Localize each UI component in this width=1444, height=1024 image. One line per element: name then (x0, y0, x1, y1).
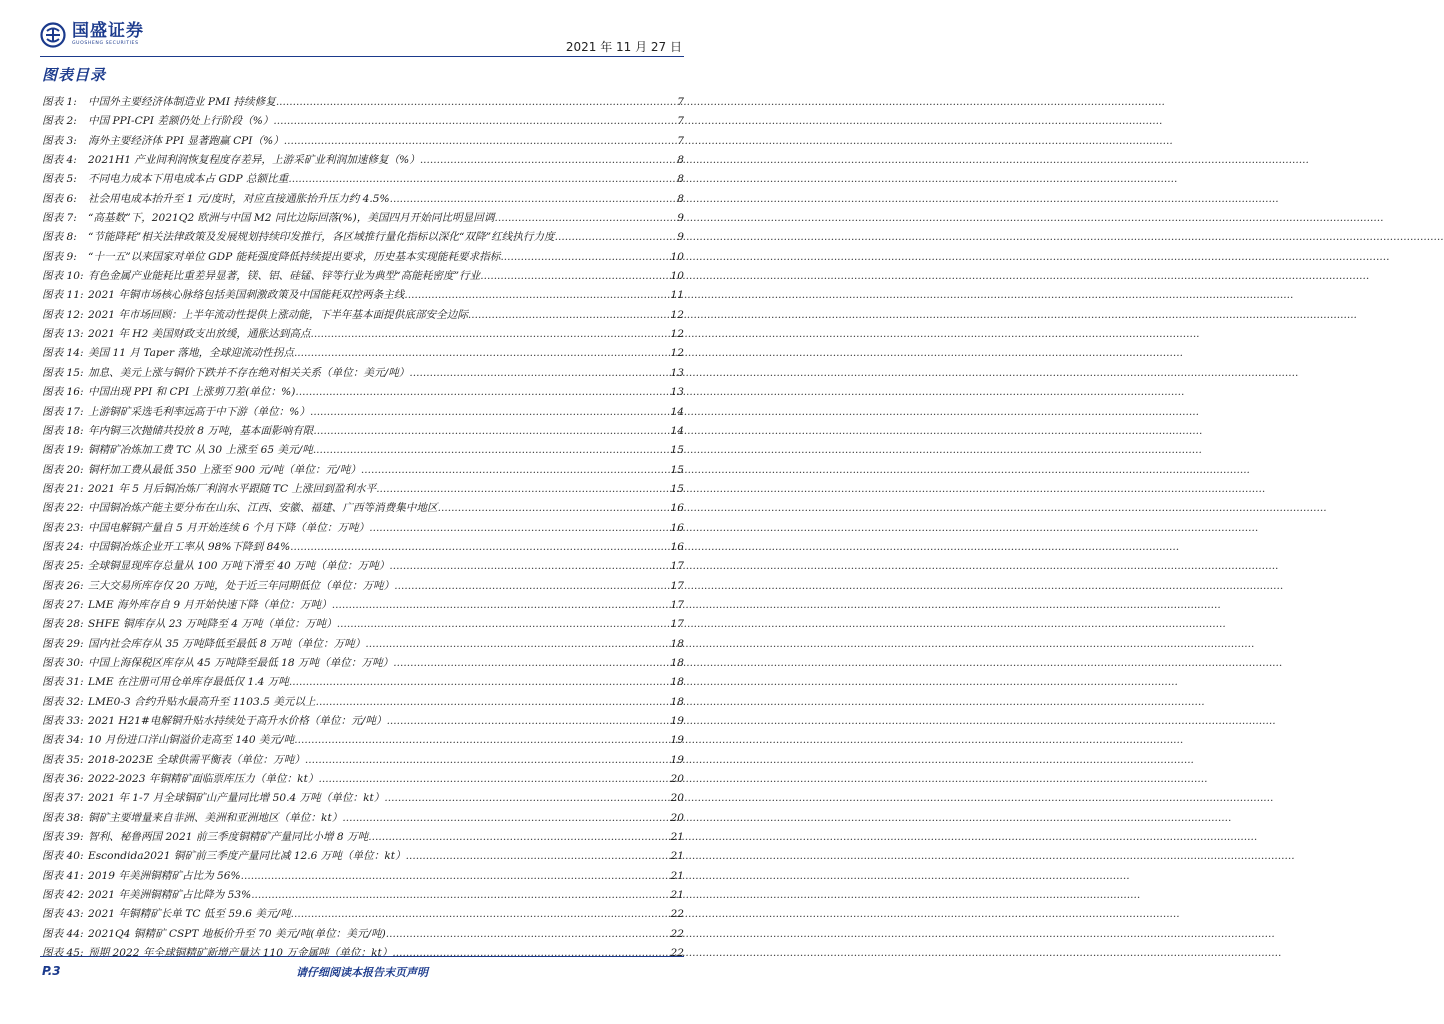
toc-entry-page: 21 (670, 850, 684, 863)
toc-entry-leader (295, 386, 669, 398)
toc-entry[interactable] (42, 442, 684, 461)
toc-entry-leader (241, 870, 670, 882)
toc-entry-title: 铜精矿冶炼加工费 TC 从 30 上涨至 65 美元/吨 (88, 444, 313, 457)
toc-entry-title: 2019 年美洲铜精矿占比为 56% (88, 869, 241, 882)
toc-entry-leader (369, 522, 669, 534)
toc-entry-label: 图表 36: (42, 773, 84, 786)
toc-entry-leader (500, 251, 669, 263)
toc-entry[interactable] (42, 345, 684, 364)
toc-entry[interactable] (42, 171, 684, 190)
toc-entry-label: 图表 7: (42, 212, 77, 225)
toc-entry-leader (376, 483, 669, 495)
report-date: 2021 年 11 月 27 日 (565, 40, 682, 54)
toc-entry-title: “节能降耗”相关法律政策及发展规划持续印发推行，各区域推行量化指标以深化“双降”红线执行力度 (88, 231, 555, 244)
toc-entry[interactable] (42, 481, 684, 500)
toc-entry-title: 2021 H21#电解铜升贴水持续处于高升水价格（单位：元/吨） (88, 715, 387, 727)
toc-entry-title: 2022-2023 年铜精矿面临票库压力（单位：kt） (88, 773, 319, 786)
toc-entry[interactable] (42, 94, 684, 113)
toc-entry-leader (480, 270, 669, 282)
toc-entry-leader (420, 154, 676, 166)
toc-entry[interactable] (42, 500, 684, 519)
toc-entry-page: 11 (670, 289, 684, 302)
toc-entry-leader (290, 541, 669, 553)
toc-entry-page: 20 (670, 811, 684, 824)
toc-entry-label: 图表 11: (42, 289, 84, 302)
toc-entry-title: 中国 PPI-CPI 差额仍处上行阶段（%） (88, 115, 274, 128)
toc-entry-leader (555, 231, 677, 243)
toc-entry-title: 2018-2023E 全球供需平衡表（单位：万吨） (88, 753, 305, 766)
toc-entry-title: Escondida2021 铜矿前三季度产量同比减 12.6 万吨（单位：kt） (88, 850, 406, 863)
toc-entry-leader (361, 464, 670, 476)
logo-name: 国盛证券 (72, 21, 144, 42)
toc-entry-label: 图表 13: (42, 328, 84, 341)
toc-entry-leader (404, 289, 669, 301)
toc-entry[interactable] (42, 404, 684, 423)
toc-entry[interactable] (42, 287, 684, 306)
toc-entry-leader (409, 367, 669, 379)
toc-entry-label: 图表 20: (42, 463, 84, 476)
toc-entry-page: 17 (670, 598, 684, 611)
toc-entry-title: 中国外主要经济体制造业 PMI 持续修复 (88, 96, 276, 108)
toc-entry-label: 图表 33: (42, 715, 84, 727)
toc-entry-label: 图表 5: (42, 173, 77, 186)
toc-entry-title: SHFE 铜库存从 23 万吨降至 4 万吨（单位：万吨） (88, 618, 337, 631)
toc-entry-title: 2021 年 1-7 月全球铜矿山产量同比增 50.4 万吨（单位：kt） (88, 792, 385, 805)
toc-entry-page: 13 (670, 366, 684, 379)
toc-entry[interactable] (42, 307, 684, 326)
toc-entry-page: 9 (677, 231, 684, 244)
toc-entry-title: 国内社会库存从 35 万吨降低至最低 8 万吨（单位：万吨） (88, 637, 366, 650)
toc-entry[interactable] (42, 597, 684, 616)
toc-entry-leader (251, 889, 669, 901)
toc-entry-leader (384, 792, 669, 804)
toc-entry[interactable] (42, 674, 684, 693)
toc-entry-page: 10 (670, 270, 684, 283)
toc-entry-page: 19 (670, 734, 684, 747)
toc-entry-label: 图表 15: (42, 366, 84, 379)
toc-entry-label: 图表 2: (42, 115, 77, 128)
toc-entry[interactable] (42, 578, 684, 597)
toc-entry-page: 7 (677, 134, 684, 147)
toc-entry-leader (406, 850, 670, 862)
toc-entry-label: 图表 26: (42, 579, 84, 592)
toc-entry-label: 图表 22: (42, 502, 84, 515)
toc-entry-label: 图表 35: (42, 753, 84, 766)
toc-entry-leader (294, 734, 669, 746)
toc-entry[interactable] (42, 133, 684, 152)
toc-entry-label: 图表 12: (42, 308, 84, 321)
toc-entry-title: 中国铜冶炼产能主要分布在山东、江西、安徽、福建、广西等消费集中地区 (88, 502, 438, 515)
toc-entry-leader (310, 406, 670, 418)
toc-entry-title: 全球铜显现库存总量从 100 万吨下滑至 40 万吨（单位：万吨） (88, 560, 390, 573)
toc-entry[interactable] (42, 326, 684, 345)
toc-entry-title: 中国电解铜产量自 5 月开始连续 6 个月下降（单位：万吨） (88, 521, 370, 534)
toc-entry-title: “十一五”以来国家对单位 GDP 能耗强度降低持续提出要求，历史基本实现能耗要求指标 (88, 250, 501, 263)
toc-entry-leader (311, 328, 670, 340)
toc-entry-leader (389, 560, 669, 572)
toc-entry-page: 19 (670, 753, 684, 766)
toc-entry-page: 15 (670, 463, 684, 476)
toc-entry[interactable] (42, 790, 684, 809)
toc-entry[interactable] (42, 249, 684, 268)
toc-entry-page: 20 (670, 773, 684, 786)
toc-entry-label: 图表 37: (42, 792, 84, 805)
toc-entry-page: 17 (670, 560, 684, 573)
toc-entry[interactable] (42, 655, 684, 674)
toc-entry-label: 图表 27: (42, 598, 84, 611)
toc-entry[interactable] (42, 771, 684, 790)
toc-entry[interactable] (42, 926, 684, 945)
logo-english-name: GUOSHENG SECURITIES (72, 41, 139, 47)
toc-entry-title: LME0-3 合约升贴水最高升至 1103.5 美元以上 (88, 695, 316, 708)
toc-entry[interactable] (42, 848, 684, 867)
toc-entry-title: LME 在注册可用仓单库存最低仅 1.4 万吨 (88, 676, 289, 689)
toc-list (42, 94, 684, 964)
toc-entry-label: 图表 3: (42, 134, 77, 147)
toc-entry-leader (316, 696, 670, 708)
toc-entry-leader (332, 599, 670, 611)
toc-entry-title: 智利、秘鲁两国 2021 前三季度铜精矿产量同比小增 8 万吨 (88, 831, 369, 844)
toc-entry-page: 18 (670, 656, 684, 669)
toc-entry-title: 三大交易所库存仅 20 万吨，处于近三年同期低位（单位：万吨） (88, 579, 395, 592)
toc-entry[interactable] (42, 384, 684, 403)
toc-entry-page: 18 (670, 676, 684, 689)
toc-entry-leader (342, 812, 669, 824)
toc-entry-title: 海外主要经济体 PPI 显著跑赢 CPI（%） (88, 134, 284, 147)
toc-entry-title: 2021 年 5 月后铜冶炼厂利润水平跟随 TC 上涨回到盈利水平 (88, 482, 377, 495)
toc-entry-label: 图表 1: (42, 96, 77, 108)
toc-entry-page: 21 (670, 889, 684, 902)
toc-entry-label: 图表 8: (42, 231, 77, 244)
toc-entry-title: 2021Q4 铜精矿 CSPT 地板价升至 70 美元/吨(单位：美元/吨) (88, 927, 386, 940)
toc-entry-title: 加息、美元上涨与铜价下跌并不存在绝对相关关系（单位：美元/吨） (88, 366, 410, 379)
toc-entry[interactable] (42, 229, 684, 248)
toc-entry-page: 22 (670, 927, 684, 940)
toc-entry-label: 图表 42: (42, 889, 84, 902)
toc-entry-label: 图表 6: (42, 192, 77, 205)
page-header (0, 0, 724, 56)
toc-entry-page: 13 (670, 386, 684, 399)
toc-entry[interactable] (42, 365, 684, 384)
toc-entry-label: 图表 4: (42, 154, 77, 167)
toc-entry-label: 图表 9: (42, 250, 77, 263)
toc-entry-label: 图表 10: (42, 270, 84, 283)
toc-entry-leader (318, 773, 669, 785)
toc-entry-leader (386, 928, 670, 940)
toc-entry[interactable] (42, 191, 684, 210)
toc-entry-leader (392, 947, 669, 959)
toc-entry-title: 不同电力成本下用电成本占 GDP 总额比重 (88, 173, 289, 186)
toc-entry-page: 18 (670, 637, 684, 650)
toc-entry-leader (468, 309, 670, 321)
toc-entry-label: 图表 24: (42, 540, 84, 553)
toc-entry-title: LME 海外库存自 9 月开始快速下降（单位：万吨） (88, 598, 332, 611)
toc-entry-title: 2021 年铜市场核心脉络包括美国刺激政策及中国能耗双控两条主线 (88, 289, 405, 302)
toc-entry-title: 年内铜三次抛储共投放 8 万吨，基本面影响有限 (88, 424, 314, 437)
toc-entry-leader (387, 715, 670, 727)
toc-entry-title: “高基数”下，2021Q2 欧洲与中国 M2 同比边际回落(%)，美国四月开始同比明显回调 (88, 212, 495, 225)
toc-entry[interactable] (42, 423, 684, 442)
toc-entry-title: 10 月份进口洋山铜溢价走高至 140 美元/吨 (88, 734, 295, 747)
toc-entry-page: 16 (670, 521, 684, 534)
toc-entry-title: 2021 年 H2 美国财政支出放缓，通胀达到高点 (88, 328, 311, 341)
toc-entry-label: 图表 32: (42, 695, 84, 708)
toc-entry-page: 15 (670, 482, 684, 495)
toc-entry-title: 2021 年市场回顾：上半年流动性提供上涨动能，下半年基本面提供底部安全边际 (88, 308, 468, 321)
toc-entry-leader (494, 212, 676, 224)
disclaimer: 请仔细阅读本报告末页声明 (296, 966, 428, 979)
toc-entry[interactable] (42, 616, 684, 635)
toc-entry-leader (289, 676, 670, 688)
toc-entry-leader (305, 754, 670, 766)
toc-entry[interactable] (42, 210, 684, 229)
toc-entry-leader (313, 444, 670, 456)
toc-entry-leader (284, 135, 677, 147)
toc-entry-leader (368, 831, 669, 843)
toc-entry-page: 19 (670, 715, 684, 727)
toc-entry-page: 22 (670, 908, 684, 921)
toc-entry[interactable] (42, 152, 684, 171)
toc-entry[interactable] (42, 694, 684, 713)
toc-entry-page: 12 (670, 347, 684, 360)
toc-entry-page: 8 (677, 154, 684, 167)
toc-entry-page: 21 (670, 831, 684, 844)
toc-entry-leader (276, 96, 676, 108)
toc-entry-page: 8 (677, 192, 684, 205)
toc-entry-page: 12 (670, 308, 684, 321)
toc-entry[interactable] (42, 906, 684, 925)
toc-entry[interactable] (42, 945, 684, 964)
toc-entry-label: 图表 30: (42, 656, 84, 669)
toc-entry[interactable] (42, 268, 684, 287)
logo-icon (40, 22, 66, 48)
toc-entry-label: 图表 19: (42, 444, 84, 457)
toc-entry[interactable] (42, 113, 684, 132)
toc-entry-label: 图表 31: (42, 676, 84, 689)
toc-entry-title: 预期 2022 年全球铜精矿新增产量达 110 万金属吨（单位：kt） (88, 947, 393, 960)
toc-entry-page: 17 (670, 618, 684, 631)
toc-entry[interactable] (42, 732, 684, 751)
toc-entry-label: 图表 16: (42, 386, 84, 399)
toc-entry-page: 10 (670, 250, 684, 263)
toc-entry-title: 有色金属产业能耗比重差异显著，镁、铝、硅锰、锌等行业为典型“高能耗密度”行业 (88, 270, 481, 283)
toc-entry-label: 图表 17: (42, 405, 84, 418)
toc-entry-leader (394, 580, 669, 592)
toc-entry[interactable] (42, 636, 684, 655)
toc-entry-page: 17 (670, 579, 684, 592)
toc-entry-page: 7 (677, 96, 684, 108)
toc-entry-page: 21 (670, 869, 684, 882)
toc-entry-leader (313, 425, 669, 437)
toc-entry-label: 图表 43: (42, 908, 84, 921)
toc-entry[interactable] (42, 520, 684, 539)
toc-entry-leader (291, 908, 670, 920)
toc-entry-page: 22 (670, 947, 684, 960)
toc-entry-title: 2021 年铜精矿长单 TC 低至 59.6 美元/吨 (88, 908, 291, 921)
toc-entry-page: 18 (670, 695, 684, 708)
toc-entry-page: 8 (677, 173, 684, 186)
toc-entry-page: 15 (670, 444, 684, 457)
toc-entry-leader (337, 618, 670, 630)
toc-entry[interactable] (42, 810, 684, 829)
toc-entry-title: 铜杆加工费从最低 350 上涨至 900 元/吨（单位：元/吨） (88, 463, 361, 476)
page-number: P.3 (42, 964, 61, 978)
toc-entry-leader (273, 115, 676, 127)
toc-entry-leader (294, 347, 670, 359)
toc-entry-leader (390, 193, 677, 205)
toc-entry-page: 16 (670, 540, 684, 553)
toc-entry[interactable] (42, 558, 684, 577)
toc-entry-title: 中国出现 PPI 和 CPI 上涨剪刀差(单位：%) (88, 386, 296, 399)
toc-entry-title: 2021H1 产业间利润恢复程度存差异，上游采矿业利润加速修复（%） (88, 154, 420, 167)
toc-entry-page: 9 (677, 212, 684, 225)
header-divider (40, 56, 684, 57)
toc-title: 图表目录 (42, 66, 107, 84)
toc-entry-label: 图表 45: (42, 947, 84, 960)
toc-entry-label: 图表 39: (42, 831, 84, 844)
toc-entry-label: 图表 25: (42, 560, 84, 573)
toc-entry-label: 图表 18: (42, 424, 84, 437)
toc-entry[interactable] (42, 868, 684, 887)
toc-entry-label: 图表 29: (42, 637, 84, 650)
toc-entry-title: 中国铜冶炼企业开工率从 98%下降到 84% (88, 540, 291, 553)
toc-entry-label: 图表 21: (42, 482, 84, 495)
toc-entry-label: 图表 38: (42, 811, 84, 824)
toc-entry-leader (438, 502, 670, 514)
company-logo (40, 22, 144, 48)
footer-divider (40, 956, 684, 957)
toc-entry-page: 14 (670, 405, 684, 418)
toc-entry-leader (365, 638, 669, 650)
toc-entry-label: 图表 40: (42, 850, 84, 863)
toc-entry-label: 图表 34: (42, 734, 84, 747)
toc-entry-label: 图表 44: (42, 927, 84, 940)
toc-entry-leader (393, 657, 669, 669)
toc-entry-page: 7 (677, 115, 684, 128)
toc-entry-leader (288, 173, 676, 185)
toc-entry-page: 20 (670, 792, 684, 805)
toc-entry-title: 2021 年美洲铜精矿占比降为 53% (88, 889, 252, 902)
toc-entry[interactable] (42, 713, 684, 732)
toc-entry-page: 14 (670, 424, 684, 437)
toc-entry-label: 图表 41: (42, 869, 84, 882)
toc-entry-title: 铜矿主要增量来自非洲、美洲和亚洲地区（单位：kt） (88, 811, 343, 824)
toc-entry[interactable] (42, 462, 684, 481)
toc-entry-title: 上游铜矿采选毛利率远高于中下游（单位：%） (88, 405, 310, 418)
toc-entry[interactable] (42, 539, 684, 558)
toc-entry-title: 社会用电成本抬升至 1 元/度时，对应直接通胀抬升压力约 4.5% (88, 192, 390, 205)
toc-entry-page: 16 (670, 502, 684, 515)
toc-entry[interactable] (42, 752, 684, 771)
toc-entry-label: 图表 28: (42, 618, 84, 631)
toc-entry[interactable] (42, 887, 684, 906)
toc-entry-title: 中国上海保税区库存从 45 万吨降至最低 18 万吨（单位：万吨） (88, 656, 394, 669)
toc-entry-label: 图表 14: (42, 347, 84, 360)
toc-entry[interactable] (42, 829, 684, 848)
toc-entry-title: 美国 11 月 Taper 落地，全球迎流动性拐点 (88, 347, 294, 360)
toc-entry-label: 图表 23: (42, 521, 84, 534)
toc-entry-page: 12 (670, 328, 684, 341)
